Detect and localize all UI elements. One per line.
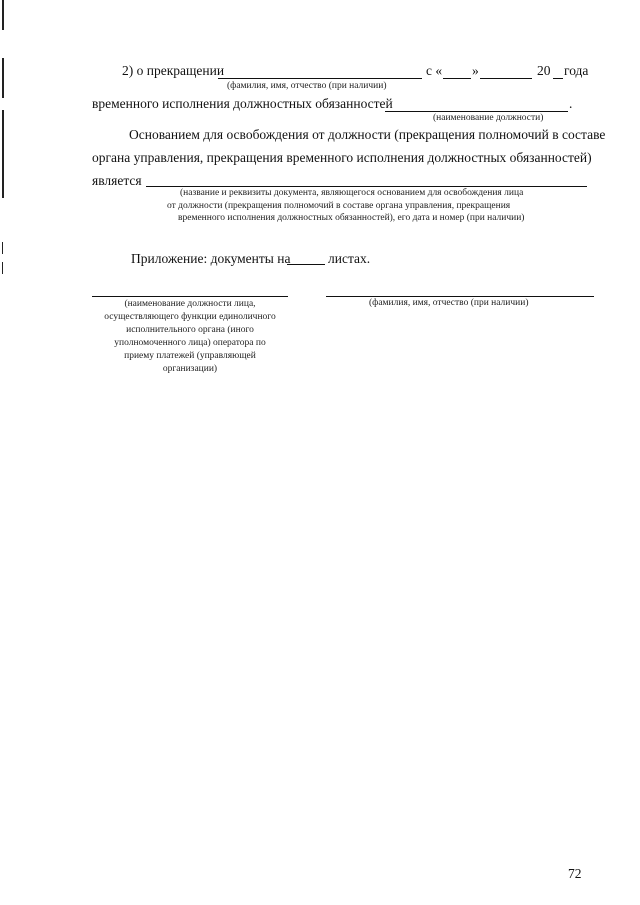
year-prefix: 20: [537, 63, 551, 78]
scan-mark: [2, 262, 3, 274]
position-field-line[interactable]: [385, 111, 568, 112]
scan-mark: [2, 58, 4, 98]
from-date-open: с «: [426, 63, 443, 78]
basis-caption-line-3: временного исполнения должностных обязанностей), его дата и номер (при наличии): [178, 213, 525, 223]
basis-caption-line-1: (название и реквизиты документа, являющегося основанием для освобождения лица: [180, 188, 524, 198]
fio-field-line[interactable]: [218, 78, 422, 79]
signatory-name-caption: (фамилия, имя, отчество (при наличии): [369, 298, 529, 308]
month-field-line[interactable]: [480, 78, 532, 79]
signatory-caption-line: осуществляющего функции единоличного: [104, 312, 276, 322]
scan-mark: [2, 110, 4, 198]
page-number: 72: [568, 866, 582, 881]
scan-mark: [2, 0, 4, 30]
year-suffix: года: [564, 63, 589, 78]
position-signature-line[interactable]: [92, 296, 288, 297]
basis-caption-line-2: от должности (прекращения полномочий в составе органа управления, прекращения: [167, 201, 511, 211]
signatory-caption-line: организации): [162, 364, 218, 374]
position-caption: (наименование должности): [433, 113, 544, 123]
basis-line-2: органа управления, прекращения временного исполнения должностных обязанностей): [92, 150, 592, 165]
temp-duties-text: временного исполнения должностных обязанностей: [92, 96, 393, 111]
signatory-caption-line: уполномоченного лица) оператора по: [114, 338, 266, 348]
from-date-close: »: [472, 63, 479, 78]
name-signature-line[interactable]: [326, 296, 594, 297]
attachment-text-before: Приложение: документы на: [131, 251, 291, 266]
basis-document-field-line[interactable]: [146, 186, 587, 187]
signatory-caption-line: приему платежей (управляющей: [124, 351, 256, 361]
year-field-line[interactable]: [553, 78, 563, 79]
day-field-line[interactable]: [443, 78, 471, 79]
basis-line-1: Основанием для освобождения от должности (прекращения полномочий в составе: [129, 127, 606, 142]
period: .: [569, 96, 573, 111]
attachment-pages-field-line[interactable]: [287, 264, 325, 265]
attachment-text-after: листах.: [328, 251, 371, 266]
signatory-caption-line: исполнительного органа (иного: [126, 325, 254, 335]
signatory-position-caption: [92, 298, 288, 376]
fio-caption: (фамилия, имя, отчество (при наличии): [227, 81, 387, 91]
termination-prefix: 2) о прекращении: [122, 63, 225, 78]
scan-mark: [2, 242, 3, 254]
is-word: является: [92, 173, 142, 188]
signatory-caption-line: (наименование должности лица,: [124, 299, 256, 309]
